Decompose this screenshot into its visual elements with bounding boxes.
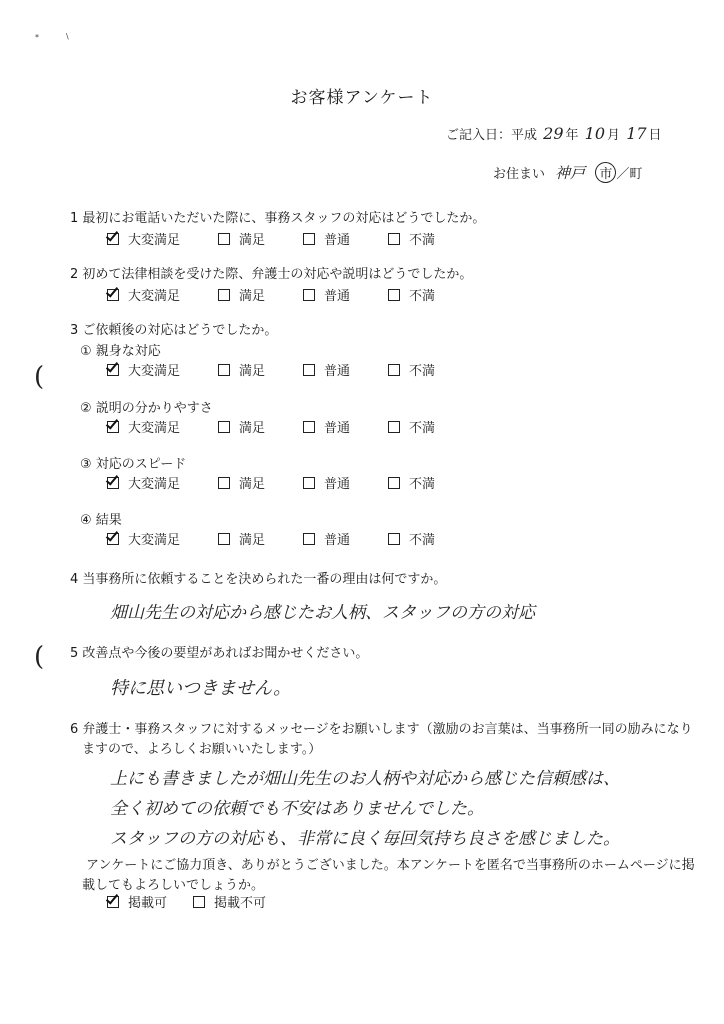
question-5: 5 改善点や今後の要望があればお聞かせください。 — [70, 646, 369, 661]
option-dissatisfied[interactable]: 不満 — [388, 229, 435, 248]
checkbox[interactable] — [218, 364, 230, 376]
option-dissatisfied[interactable]: 不満 — [388, 360, 435, 379]
checkbox[interactable] — [193, 896, 205, 908]
option-publish-ok[interactable]: 掲載可 — [107, 892, 167, 911]
option-satisfied[interactable]: 満足 — [218, 229, 265, 248]
slash: ／ — [616, 167, 630, 182]
option-neutral[interactable]: 普通 — [303, 229, 350, 248]
date-month: 10 — [584, 124, 606, 143]
q5-handwritten-answer: 特に思いつきません。 — [110, 678, 292, 699]
q3-sub-2-label: ② 説明の分かりやすさ — [80, 401, 213, 416]
q3-sub-1-options — [107, 360, 435, 379]
question-2: 2 初めて法律相談を受けた際、弁護士の対応や説明はどうでしたか。 — [70, 267, 473, 282]
q3-sub-3-options — [107, 473, 435, 492]
option-dissatisfied[interactable]: 不満 — [388, 529, 435, 548]
q2-options — [107, 285, 435, 304]
option-satisfied[interactable]: 満足 — [218, 417, 265, 436]
scan-speck: \ — [66, 32, 69, 41]
address-label: お住まい — [493, 167, 546, 182]
checkbox-checked[interactable] — [107, 364, 119, 376]
day-unit: 日 — [648, 128, 662, 143]
option-neutral[interactable]: 普通 — [303, 285, 350, 304]
checkbox[interactable] — [388, 289, 400, 301]
checkbox[interactable] — [303, 533, 315, 545]
checkbox-checked[interactable] — [107, 233, 119, 245]
checkbox[interactable] — [388, 364, 400, 376]
option-publish-no[interactable]: 掲載不可 — [193, 892, 266, 911]
question-6-line-1: 6 弁護士・事務スタッフに対するメッセージをお願いします（激励のお言葉は、当事務所一同の励みになり — [70, 722, 693, 737]
checkbox[interactable] — [218, 421, 230, 433]
checkbox[interactable] — [218, 289, 230, 301]
checkbox[interactable] — [303, 289, 315, 301]
date-year: 29 — [543, 124, 564, 143]
option-very-satisfied[interactable]: 大変満足 — [107, 360, 180, 379]
option-satisfied[interactable]: 満足 — [218, 360, 265, 379]
checkbox[interactable] — [218, 233, 230, 245]
checkbox[interactable] — [218, 533, 230, 545]
q6-handwritten-line: スタッフの方の対応も、非常に良く毎回気持ち良さを感じました。 — [110, 829, 620, 849]
question-4: 4 当事務所に依頼することを決められた一番の理由は何ですか。 — [70, 572, 447, 587]
page-title: お客様アンケート — [290, 88, 434, 108]
year-unit: 年 — [565, 128, 579, 143]
address-value: 神戸 — [555, 164, 586, 182]
question-6-line-2: ますので、よろしくお願いいたします。） — [82, 742, 322, 757]
checkbox-checked[interactable] — [107, 533, 119, 545]
closing-line-1: アンケートにご協力頂き、ありがとうございました。本アンケートを匿名で当事務所のホームページに掲 — [86, 858, 695, 873]
margin-bracket-mark: ( — [34, 642, 45, 672]
checkbox-checked[interactable] — [107, 477, 119, 489]
option-satisfied[interactable]: 満足 — [218, 529, 265, 548]
scan-speck: * — [35, 33, 39, 42]
checkbox-checked[interactable] — [107, 896, 119, 908]
checkbox[interactable] — [388, 233, 400, 245]
option-satisfied[interactable]: 満足 — [218, 473, 265, 492]
town-label: 町 — [629, 167, 643, 182]
closing-line-2: 載してもよろしいでしょうか。 — [82, 878, 265, 893]
checkbox-checked[interactable] — [107, 421, 119, 433]
date-label: ご記入日：平成 — [446, 128, 538, 143]
question-1: 1 最初にお電話いただいた際に、事務スタッフの対応はどうでしたか。 — [70, 211, 486, 226]
checkbox[interactable] — [388, 421, 400, 433]
option-dissatisfied[interactable]: 不満 — [388, 285, 435, 304]
option-neutral[interactable]: 普通 — [303, 529, 350, 548]
option-very-satisfied[interactable]: 大変満足 — [107, 473, 180, 492]
option-very-satisfied[interactable]: 大変満足 — [107, 417, 180, 436]
option-satisfied[interactable]: 満足 — [218, 285, 265, 304]
q3-sub-4-label: ④ 結果 — [80, 513, 122, 528]
q4-handwritten-answer: 畑山先生の対応から感じたお人柄、スタッフの方の対応 — [110, 603, 535, 623]
option-neutral[interactable]: 普通 — [303, 473, 350, 492]
checkbox[interactable] — [303, 233, 315, 245]
checkbox-checked[interactable] — [107, 289, 119, 301]
option-neutral[interactable]: 普通 — [303, 360, 350, 379]
question-3: 3 ご依頼後の対応はどうでしたか。 — [70, 323, 278, 338]
month-unit: 月 — [607, 128, 621, 143]
checkbox[interactable] — [303, 421, 315, 433]
option-dissatisfied[interactable]: 不満 — [388, 473, 435, 492]
option-very-satisfied[interactable]: 大変満足 — [107, 229, 180, 248]
q6-handwritten-line: 全く初めての依頼でも不安はありませんでした。 — [110, 799, 484, 819]
checkbox[interactable] — [388, 477, 400, 489]
date-day: 17 — [626, 124, 647, 143]
option-dissatisfied[interactable]: 不満 — [388, 417, 435, 436]
option-very-satisfied[interactable]: 大変満足 — [107, 529, 180, 548]
option-neutral[interactable]: 普通 — [303, 417, 350, 436]
checkbox[interactable] — [303, 477, 315, 489]
publish-options — [107, 892, 266, 911]
q3-sub-3-label: ③ 対応のスピード — [80, 457, 187, 472]
option-very-satisfied[interactable]: 大変満足 — [107, 285, 180, 304]
checkbox[interactable] — [303, 364, 315, 376]
date-line — [446, 124, 662, 143]
q3-sub-2-options — [107, 417, 435, 436]
q1-options — [107, 229, 435, 248]
city-circled: 市 — [595, 162, 616, 183]
q3-sub-1-label: ① 親身な対応 — [80, 344, 161, 359]
margin-bracket-mark: ( — [34, 362, 45, 392]
address-line — [493, 162, 642, 183]
q6-handwritten-line: 上にも書きましたが畑山先生のお人柄や対応から感じた信頼感は、 — [110, 769, 620, 789]
q3-sub-4-options — [107, 529, 435, 548]
checkbox[interactable] — [218, 477, 230, 489]
checkbox[interactable] — [388, 533, 400, 545]
